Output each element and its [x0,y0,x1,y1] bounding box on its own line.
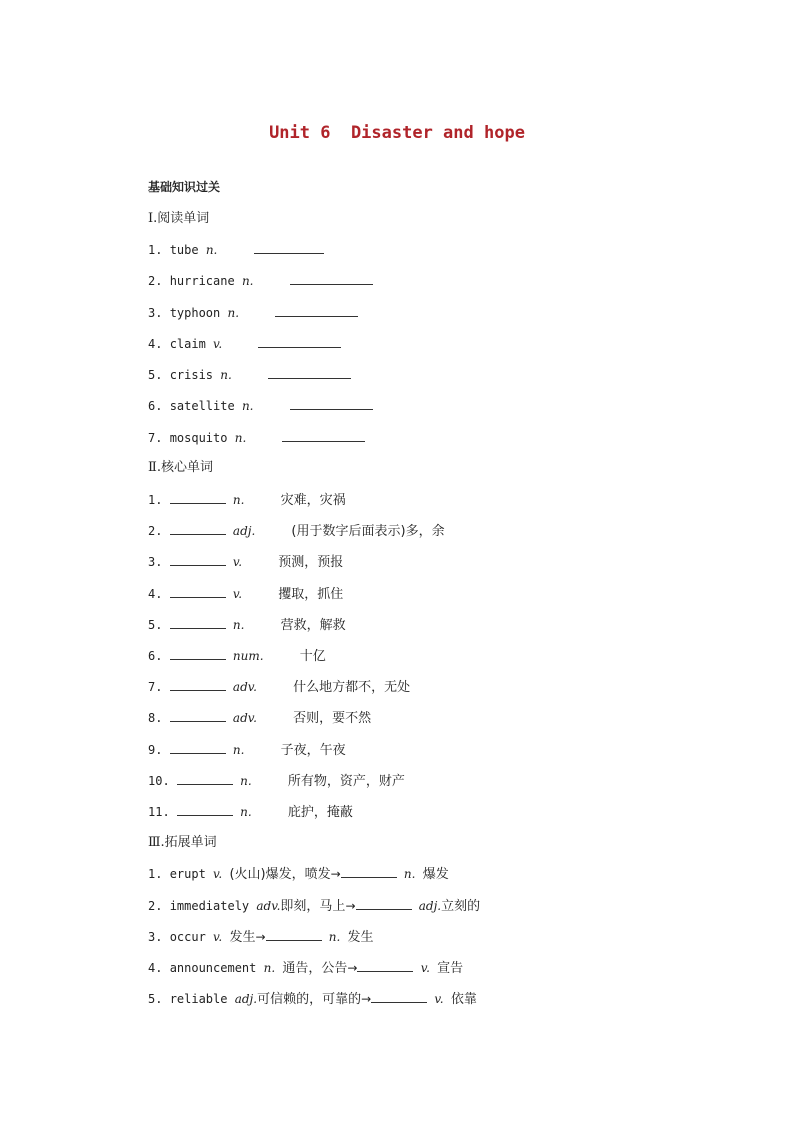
answer-blank[interactable] [170,490,226,504]
answer-blank[interactable] [170,584,226,598]
core-item: 9. n. 子夜，午夜 [148,740,346,760]
reading-item: 7. mosquito n. [148,428,365,448]
answer-blank[interactable] [170,677,226,691]
answer-blank[interactable] [170,615,226,629]
answer-blank[interactable] [282,428,365,442]
answer-blank[interactable] [268,365,351,379]
reading-item: 6. satellite n. [148,396,373,416]
answer-blank[interactable] [170,552,226,566]
answer-blank[interactable] [177,771,233,785]
reading-item: 4. claim v. [148,334,341,354]
extend-item: 5. reliable adj.可信赖的，可靠的→ v. 依靠 [148,989,477,1009]
answer-blank[interactable] [275,303,358,317]
core-item: 3. v. 预测，预报 [148,552,343,572]
answer-blank[interactable] [290,271,373,285]
arrow-icon: → [361,992,372,1006]
answer-blank[interactable] [356,896,412,910]
reading-item: 5. crisis n. [148,365,351,385]
answer-blank[interactable] [170,521,226,535]
section-heading: 基础知识过关 [148,180,221,194]
core-item: 6. num. 十亿 [148,646,326,666]
arrow-icon: → [255,930,266,944]
arrow-icon: → [347,961,358,975]
core-item: 10. n. 所有物，资产，财产 [148,771,405,791]
core-item: 11. n. 庇护，掩蔽 [148,802,353,822]
answer-blank[interactable] [254,240,324,254]
core-item: 7. adv. 什么地方都不，无处 [148,677,410,697]
section-reading-title: Ⅰ.阅读单词 [148,211,210,226]
reading-item: 2. hurricane n. [148,271,373,291]
core-item: 5. n. 营救，解救 [148,615,346,635]
reading-item: 1. tube n. [148,240,324,260]
core-item: 4. v. 攫取，抓住 [148,584,343,604]
section-extend-title: Ⅲ.拓展单词 [148,835,217,850]
reading-item: 3. typhoon n. [148,303,358,323]
arrow-icon: → [345,899,356,913]
extend-item: 2. immediately adv.即刻，马上→ adj.立刻的 [148,896,480,916]
extend-item: 4. announcement n. 通告，公告→ v. 宣告 [148,958,463,978]
core-item: 2. adj. (用于数字后面表示)多，余 [148,521,445,541]
answer-blank[interactable] [357,958,413,972]
answer-blank[interactable] [341,864,397,878]
page-title: Unit 6 Disaster and hope [269,123,525,143]
answer-blank[interactable] [371,989,427,1003]
answer-blank[interactable] [258,334,341,348]
answer-blank[interactable] [170,708,226,722]
section-core-title: Ⅱ.核心单词 [148,460,213,475]
core-item: 8. adv. 否则，要不然 [148,708,371,728]
core-item: 1. n. 灾难，灾祸 [148,490,346,510]
answer-blank[interactable] [170,740,226,754]
answer-blank[interactable] [290,396,373,410]
arrow-icon: → [330,867,341,881]
answer-blank[interactable] [177,802,233,816]
answer-blank[interactable] [170,646,226,660]
extend-item: 1. erupt v. (火山)爆发，喷发→ n. 爆发 [148,864,449,884]
answer-blank[interactable] [266,927,322,941]
extend-item: 3. occur v. 发生→ n. 发生 [148,927,374,947]
